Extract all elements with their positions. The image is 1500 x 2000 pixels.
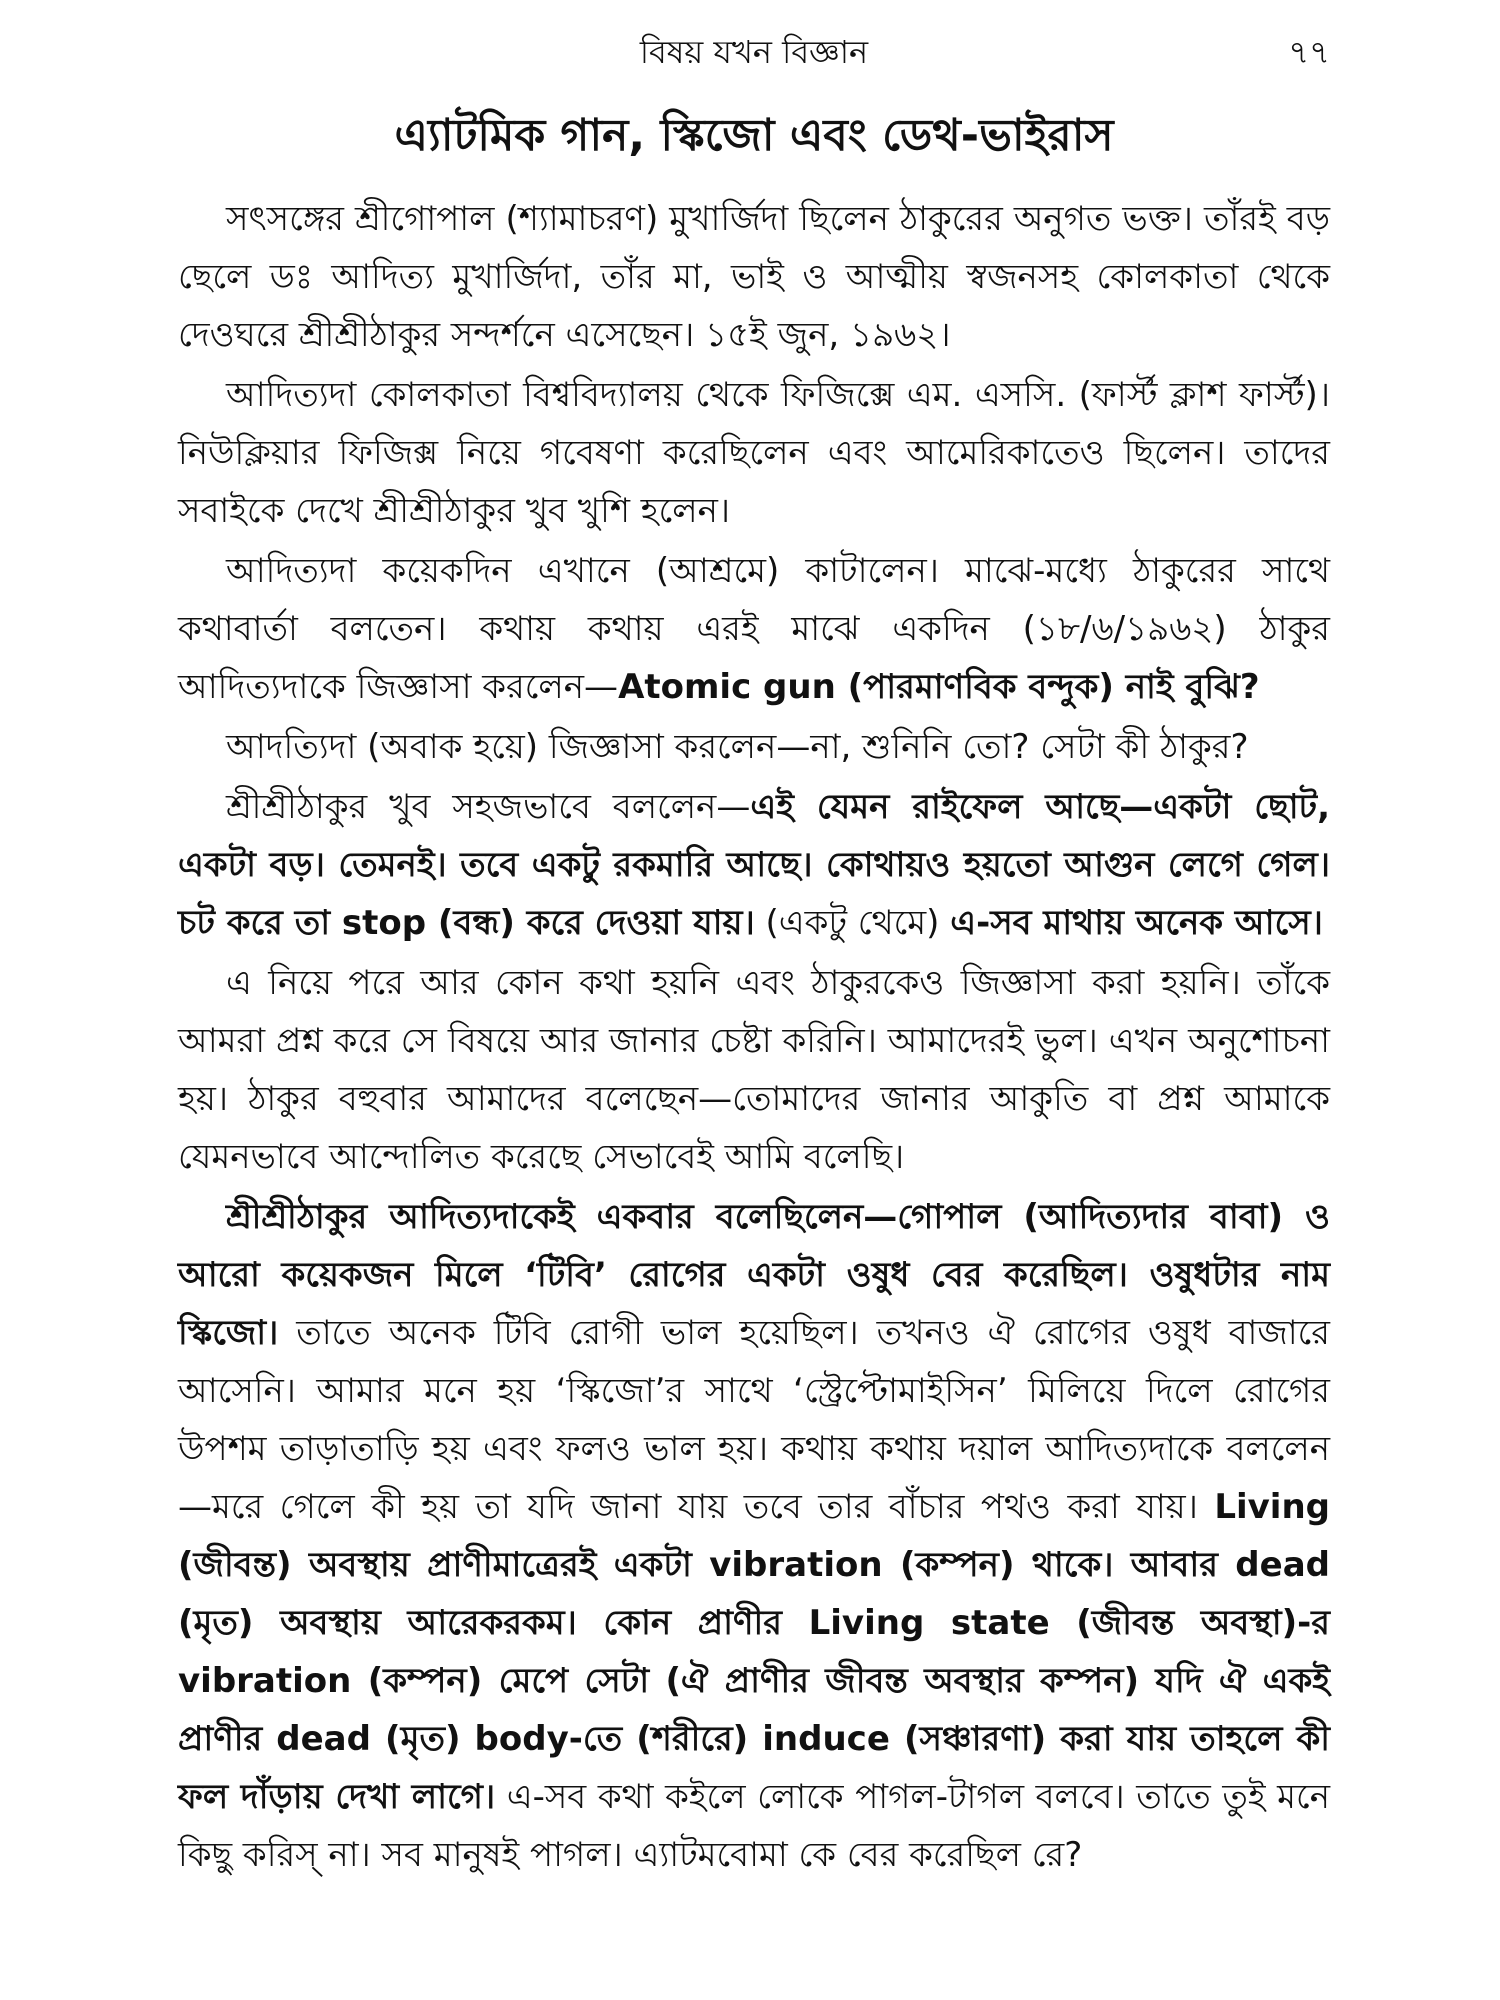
chapter-title: এ্যাটমিক গান, স্কিজো এবং ডেথ-ভাইরাস	[394, 110, 1114, 161]
page-number: ৭৭	[1288, 33, 1330, 71]
paragraph-5-quote: এই যেমন রাইফেল আছে—একটা ছোট, একটা বড়। তেমনই। তবে একটু রকমারি আছে। কোথায়ও হয়তো আগুন লেগে গেল। চট করে তা stop (বন্ধ) করে দেওয়া যায়।	[178, 787, 1330, 943]
paragraph-3-narration: আদিত্যদা কয়েকদিন এখানে (আশ্রমে) কাটালেন। মাঝে-মধ্যে ঠাকুরের সাথে কথাবার্তা বলতেন। কথায় কথায় এরই মাঝে একদিন (১৮/৬/১৯৬২) ঠাকুর আদিত্যদাকে জিজ্ঞাসা করলেন—	[178, 551, 1330, 707]
paragraph-7-narration: তাতে অনেক টিবি রোগী ভাল হয়েছিল। তখনও ঐ রোগের ওষুধ বাজারে আসেনি। আমার মনে হয় ‘স্কিজো’র সাথে ‘স্ট্রেপ্টোমাইসিন’ মিলিয়ে দিলে রোগের উপশম তাড়াতাড়ি হয় এবং ফলও ভাল হয়। কথায় কথায় দয়াল আদিত্যদাকে বললেন—মরে গেলে কী হয় তা যদি জানা যায় তবে তার বাঁচার পথও করা যায়।	[178, 1313, 1330, 1527]
paragraph-7	[178, 1188, 1330, 1884]
book-page	[178, 22, 1330, 1886]
paragraph-5-narration: শ্রীশ্রীঠাকুর খুব সহজভাবে বললেন—	[226, 787, 751, 827]
paragraph-4: আদত্যিদা (অবাক হয়ে) জিজ্ঞাসা করলেন—না, শুনিনি তো? সেটা কী ঠাকুর?	[226, 727, 1249, 767]
paragraph-7-quote-vibration: Living (জীবন্ত) অবস্থায় প্রাণীমাত্রেরই একটা vibration (কম্পন) থাকে। আবার dead (মৃত) অবস্থায় আরেকরকম। কোন প্রাণীর Living state (জীবন্ত অবস্থা)-র vibration (কম্পন) মেপে সেটা (ঐ প্রাণীর জীবন্ত অবস্থার কম্পন) যদি ঐ একই প্রাণীর dead (মৃত) body-তে (শরীরে) induce (সঞ্চারণা) করা যায় তাহলে কী ফল দাঁড়ায় দেখা লাগে।	[178, 1487, 1330, 1817]
paragraph-3	[178, 542, 1330, 716]
paragraph-1: সৎসঙ্গের শ্রীগোপাল (শ্যামাচরণ) মুখার্জিদা ছিলেন ঠাকুরের অনুগত ভক্ত। তাঁরই বড় ছেলে ডঃ আদিত্য মুখার্জিদা, তাঁর মা, ভাই ও আত্মীয় স্বজনসহ কোলকাতা থেকে দেওঘরে শ্রীশ্রীঠাকুর সন্দর্শনে এসেছেন। ১৫ই জুন, ১৯৬২।	[178, 199, 1330, 355]
paragraph-6: এ নিয়ে পরে আর কোন কথা হয়নি এবং ঠাকুরকেও জিজ্ঞাসা করা হয়নি। তাঁকে আমরা প্রশ্ন করে সে বিষয়ে আর জানার চেষ্টা করিনি। আমাদেরই ভুল। এখন অনুশোচনা হয়। ঠাকুর বহুবার আমাদের বলেছেন—তোমাদের জানার আকুতি বা প্রশ্ন আমাকে যেমনভাবে আন্দোলিত করেছে সেভাবেই আমি বলেছি।	[178, 963, 1330, 1177]
paragraph-2: আদিত্যদা কোলকাতা বিশ্ববিদ্যালয় থেকে ফিজিক্সে এম. এসসি. (ফার্স্ট ক্লাশ ফার্স্ট)। নিউক্লিয়ার ফিজিক্স নিয়ে গবেষণা করেছিলেন এবং আমেরিকাতেও ছিলেন। তাদের সবাইকে দেখে শ্রীশ্রীঠাকুর খুব খুশি হলেন।	[178, 375, 1330, 531]
paragraph-5-quote-end: এ-সব মাথায় অনেক আসে।	[950, 903, 1323, 943]
paragraph-7-closing: এ-সব কথা কইলে লোকে পাগল-টাগল বলবে। তাতে তুই মনে কিছু করিস্ না। সব মানুষই পাগল। এ্যাটমবোমা কে বের করেছিল রে?	[178, 1777, 1331, 1875]
paragraph-3-quote: Atomic gun (পারমাণবিক বন্দুক) নাই বুঝি?	[618, 667, 1260, 707]
paragraph-5-aside: (একটু থেমে)	[754, 903, 951, 943]
paragraph-7-quote-start: শ্রীশ্রীঠাকুর আদিত্যদাকেই একবার বলেছিলেন—গোপাল (আদিত্যদার বাবা) ও আরো কয়েকজন মিলে ‘টিবি’ রোগের একটা ওষুধ বের করেছিল। ওষুধটার নাম স্কিজো।	[178, 1197, 1330, 1353]
paragraph-5	[178, 778, 1330, 952]
running-head-title: বিষয় যখন বিজ্ঞান	[639, 33, 869, 71]
running-head	[178, 22, 1330, 82]
